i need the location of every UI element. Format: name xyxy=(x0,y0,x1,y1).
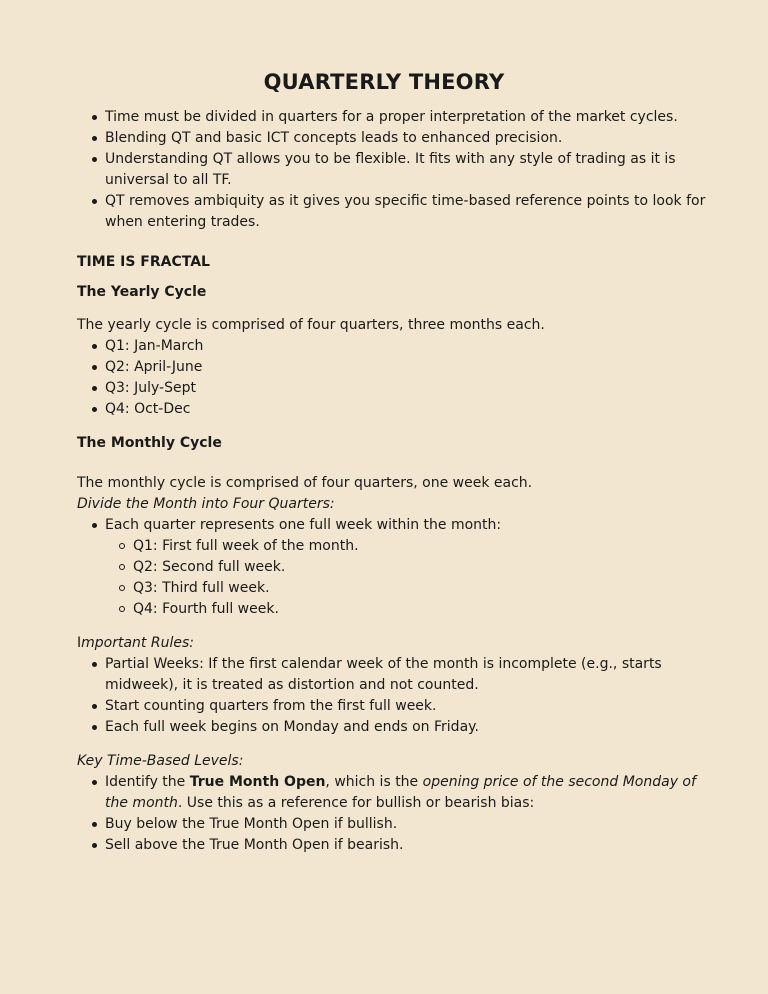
yearly-section xyxy=(77,315,717,420)
rules-heading xyxy=(77,633,717,654)
rules-heading-rest: mportant Rules: xyxy=(81,635,194,651)
true-month-open-term: True Month Open xyxy=(189,774,326,790)
monthly-text: The monthly cycle is comprised of four quarters, one week each. xyxy=(77,475,533,491)
list-item: Each full week begins on Monday and ends on Friday. xyxy=(77,717,717,738)
text: Identify the xyxy=(105,774,190,790)
list-item: Partial Weeks: If the first calendar week of the month is incomplete (e.g., starts midweek), it is treated as distortion and not counted. xyxy=(77,654,717,696)
list-item xyxy=(77,772,717,814)
list-item: Q1: Jan-March xyxy=(77,336,717,357)
list-item: Understanding QT allows you to be flexible. It fits with any style of trading as it is universal to all TF. xyxy=(77,149,717,191)
section-heading: TIME IS FRACTAL xyxy=(77,254,210,270)
intro-list xyxy=(77,107,717,233)
levels-heading: Key Time-Based Levels: xyxy=(77,753,244,769)
sub-list-item: Q1: First full week of the month. xyxy=(77,536,717,557)
levels-section xyxy=(77,751,717,856)
monthly-section xyxy=(77,473,717,620)
sub-list-item: Q3: Third full week. xyxy=(77,578,717,599)
definition-text: opening price of the second Monday of the month xyxy=(105,774,696,811)
list-item: Buy below the True Month Open if bullish. xyxy=(77,814,717,835)
list-item: Each quarter represents one full week within the month: xyxy=(77,515,717,536)
yearly-heading: The Yearly Cycle xyxy=(77,284,207,300)
text: , which is the xyxy=(325,774,423,790)
list-item: Q2: April-June xyxy=(77,357,717,378)
rules-section xyxy=(77,633,717,738)
page-title: QUARTERLY THEORY xyxy=(263,70,505,94)
text: . Use this as a reference for bullish or bearish bias: xyxy=(177,795,535,811)
monthly-heading: The Monthly Cycle xyxy=(77,435,222,451)
yearly-text: The yearly cycle is comprised of four quarters, three months each. xyxy=(77,317,545,333)
list-item: Q4: Oct-Dec xyxy=(77,399,717,420)
list-item: Blending QT and basic ICT concepts leads to enhanced precision. xyxy=(77,128,717,149)
rules-heading-initial: I xyxy=(77,635,82,651)
list-item: QT removes ambiquity as it gives you specific time-based reference points to look for when entering trades. xyxy=(77,191,717,233)
sub-list-item: Q4: Fourth full week. xyxy=(77,599,717,620)
sub-list-item: Q2: Second full week. xyxy=(77,557,717,578)
monthly-subheading: Divide the Month into Four Quarters: xyxy=(77,496,335,512)
list-item: Sell above the True Month Open if bearish. xyxy=(77,835,717,856)
list-item: Time must be divided in quarters for a proper interpretation of the market cycles. xyxy=(77,107,717,128)
list-item: Q3: July-Sept xyxy=(77,378,717,399)
list-item: Start counting quarters from the first full week. xyxy=(77,696,717,717)
